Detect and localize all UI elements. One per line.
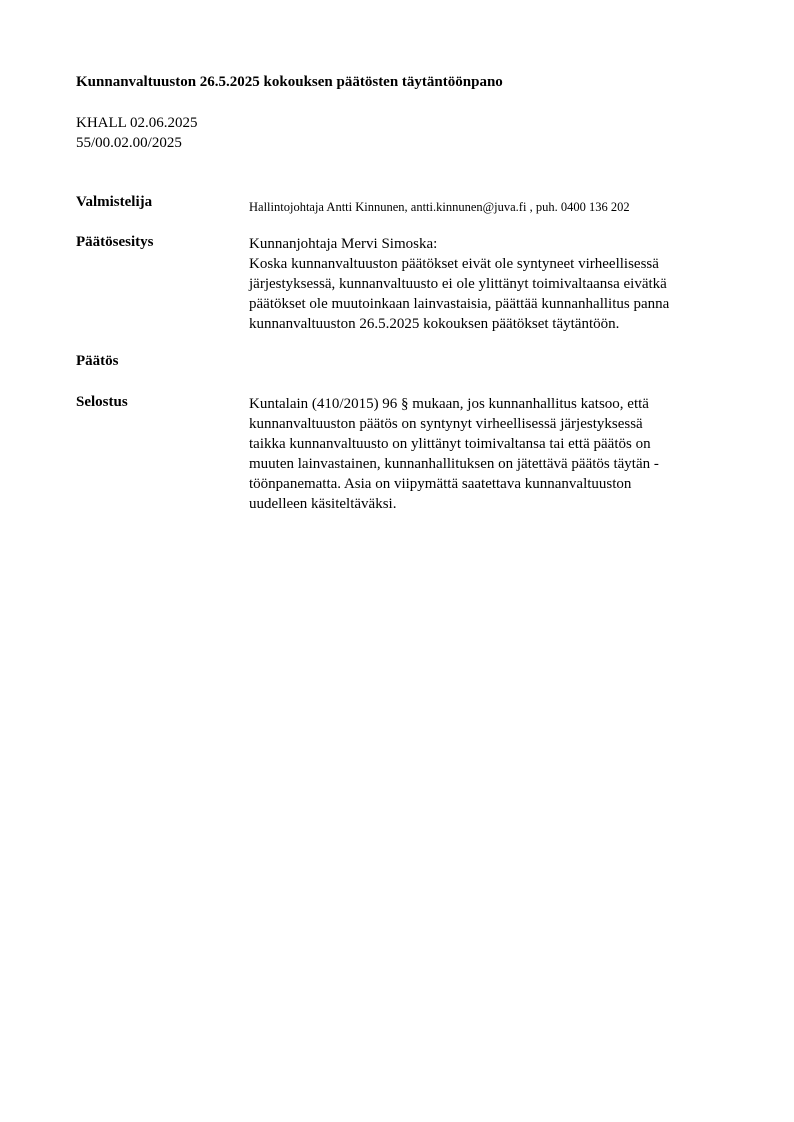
explanation-line: taikka kunnanvaltuusto on ylittänyt toimivaltansa tai että päätös on [249, 436, 651, 452]
section-label-paatos: Päätös [76, 353, 119, 369]
section-label-selostus: Selostus [76, 394, 128, 410]
proposal-line: kunnanvaltuuston 26.5.2025 kokouksen päätökset täytäntöön. [249, 316, 620, 332]
section-body-paatosesitys [249, 234, 733, 334]
section-body-selostus [249, 394, 733, 514]
explanation-line: uudelleen käsiteltäväksi. [249, 496, 397, 512]
proposal-line: Koska kunnanvaltuuston päätökset eivät ole syntyneet virheellisessä [249, 256, 659, 272]
explanation-line: kunnanvaltuuston päätös on syntynyt virheellisessä järjestyksessä [249, 416, 643, 432]
explanation-line: Kuntalain (410/2015) 96 § mukaan, jos kunnanhallitus katsoo, että [249, 396, 649, 412]
explanation-line: töönpanematta. Asia on viipymättä saatettava kunnanvaltuuston [249, 476, 632, 492]
explanation-line: muuten lainvastainen, kunnanhallituksen on jätettävä päätös täytän - [249, 456, 659, 472]
proposal-line: päätökset ole muutoinkaan lainvastaisia, päättää kunnanhallitus panna [249, 296, 670, 312]
document-title: Kunnanvaltuuston 26.5.2025 kokouksen päätösten täytäntöönpano [76, 74, 503, 90]
proposal-line: Kunnanjohtaja Mervi Simoska: [249, 236, 438, 252]
section-label-paatosesitys: Päätösesitys [76, 234, 154, 250]
case-number: 55/00.02.00/2025 [76, 135, 182, 151]
preparer-text: Hallintojohtaja Antti Kinnunen, antti.kinnunen@juva.fi , puh. 0400 136 202 [249, 200, 630, 214]
meeting-reference: KHALL 02.06.2025 [76, 115, 198, 131]
section-body-valmistelija [249, 197, 733, 217]
section-label-valmistelija: Valmistelija [76, 194, 153, 210]
proposal-line: järjestyksessä, kunnanvaltuusto ei ole ylittänyt toimivaltaansa eivätkä [249, 276, 667, 292]
